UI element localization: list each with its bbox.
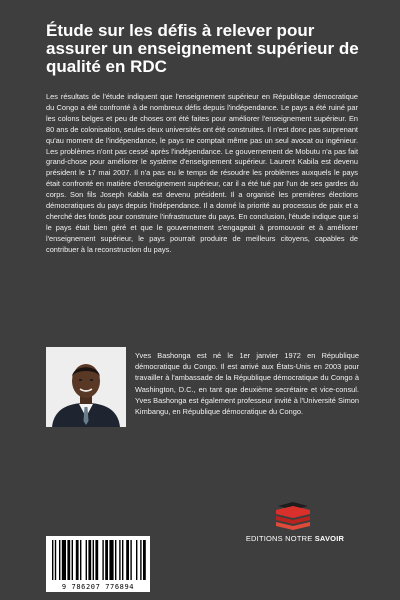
author-biography: Yves Bashonga est né le 1er janvier 1972 en République démocratique du Congo. Il est arrivé aux États-Unis en 2003 pour travailler à l'ambassade de la République démocratique du Congo à Washington, D.C., en tant que deuxième secrétaire et vice-consul. Yves Bashonga est également professeur invité à l'Université Simon Kimbangu, en République démocratique du Congo. xyxy=(135,351,359,417)
barcode-bar xyxy=(62,540,66,580)
barcode-bar xyxy=(119,540,120,580)
isbn-number: 9 786207 776894 xyxy=(61,583,135,591)
book-summary: Les résultats de l'étude indiquent que l'enseignement supérieur en République démocratique du Congo a été confronté à de nombreux défis depuis l'indépendance. Le pays a été ruiné par les colons belges et peu de choses ont été faites pour améliorer l'enseignement supérieur. En 80 ans de colonisation, seules deux universités ont été construites. Il n'est donc pas surprenant qu'au moment de l'indépendance, le pays ne comptait même pas un seul avocat ou ingénieur. Les problèmes n'ont pas cessé après l'indépendance. Le gouvernement de Mobutu n'a pas fait grand-chose pour améliorer le système d'enseignement supérieur. Laurent Kabila est devenu président le 17 mai 2007. Il n'a pas eu le temps de résoudre les problèmes auxquels le pays était confronté en matière d'enseignement supérieur, car il a été tué par l'un de ses gardes du corps. Son fils Joseph Kabila est devenu président. Il a organisé les premières élections démocratiques du pays depuis l'indépendance. Il a donné la priorité au processus de paix et a cherché des fonds pour construire l'infrastructure du pays. En conclusion, l'étude indique que si le pays était bien géré et que le gouvernement s'engageait à promouvoir et à améliorer l'enseignement supérieur, le pays pourrait produire de meilleurs citoyens, capables de contribuer à la reconstruction du pays. xyxy=(46,92,358,254)
barcode-bar xyxy=(80,540,81,580)
barcode-bar xyxy=(136,540,137,580)
isbn-barcode xyxy=(46,536,150,592)
publisher-name xyxy=(230,534,360,543)
publisher-logo xyxy=(258,500,328,532)
author-portrait-image xyxy=(46,347,126,427)
barcode-bar xyxy=(93,540,94,580)
barcode-bar xyxy=(55,540,56,580)
barcode-bar xyxy=(143,540,146,580)
barcode-bar xyxy=(130,540,131,580)
barcode-bars xyxy=(46,536,150,582)
barcode-bar xyxy=(72,540,73,580)
barcode-bar xyxy=(115,540,116,580)
publisher-logo-icon xyxy=(258,500,328,532)
barcode-bar xyxy=(109,540,113,580)
publisher-name-regular: EDITIONS NOTRE xyxy=(245,534,313,543)
barcode-bar xyxy=(76,540,79,580)
barcode-bar xyxy=(86,540,87,580)
publisher-name-bold: SAVOIR xyxy=(314,534,345,543)
barcode-bar xyxy=(105,540,108,580)
barcode-bar xyxy=(88,540,91,580)
barcode-bar xyxy=(126,540,129,580)
barcode-bar xyxy=(122,540,123,580)
author-photo xyxy=(46,347,126,427)
barcode-bar xyxy=(67,540,70,580)
barcode-bar xyxy=(52,540,53,580)
barcode-bar xyxy=(59,540,60,580)
barcode-bar xyxy=(140,540,141,580)
barcode-bar xyxy=(102,540,103,580)
book-title: Étude sur les défis à relever pour assurer un enseignement supérieur de qualité en RDC xyxy=(46,21,359,76)
barcode-bar xyxy=(95,540,98,580)
